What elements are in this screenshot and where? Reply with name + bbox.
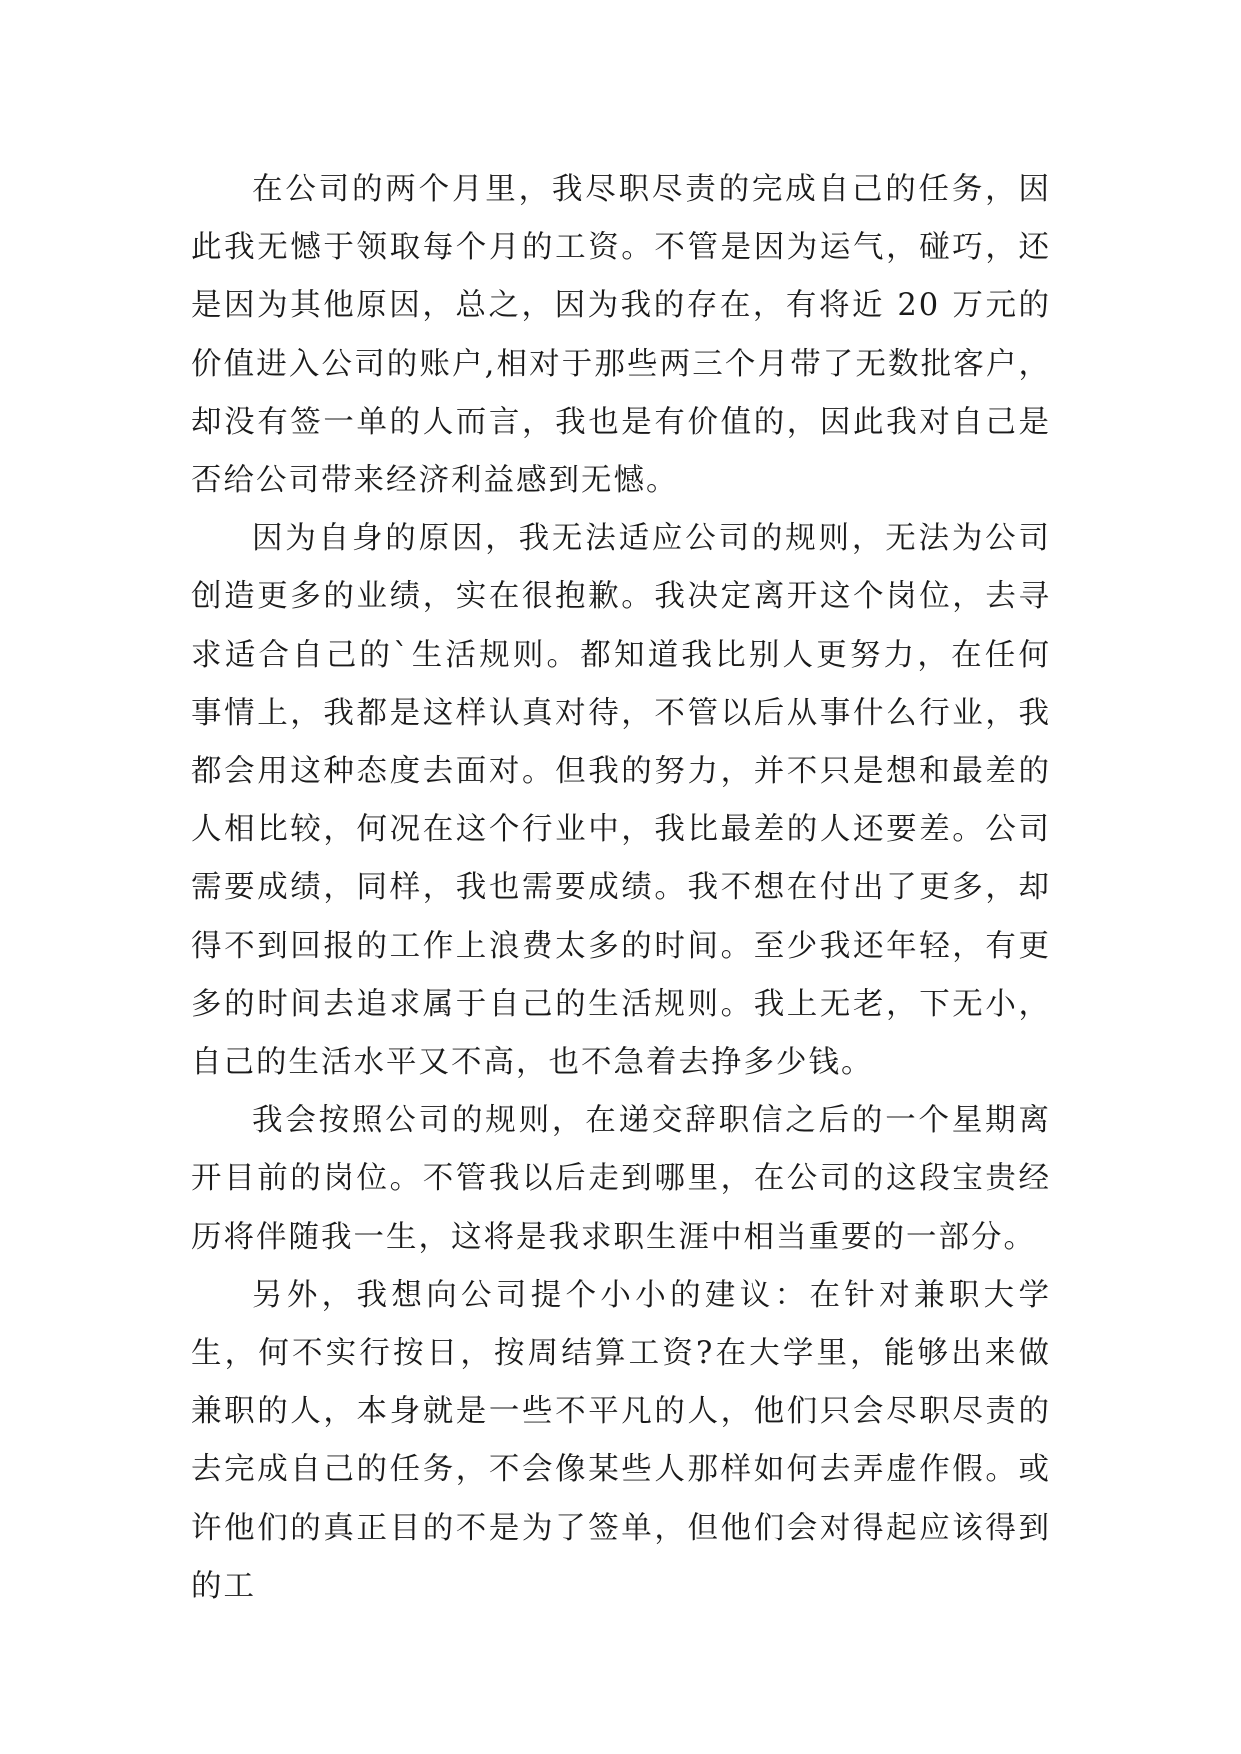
paragraph-2: 因为自身的原因，我无法适应公司的规则，无法为公司创造更多的业绩，实在很抱歉。我决定离开这个岗位，去寻求适合自己的`生活规则。都知道我比别人更努力，在任何事情上，我都是这样认真对待，不管以后从事什么行业，我都会用这种态度去面对。但我的努力，并不只是想和最差的人相比较，何况在这个行业中，我比最差的人还要差。公司需要成绩，同样，我也需要成绩。我不想在付出了更多，却得不到回报的工作上浪费太多的时间。至少我还年轻，有更多的时间去追求属于自己的生活规则。我上无老，下无小，自己的生活水平又不高，也不急着去挣多少钱。 — [191, 521, 1051, 1081]
paragraph-3: 我会按照公司的规则，在递交辞职信之后的一个星期离开目前的岗位。不管我以后走到哪里，在公司的这段宝贵经历将伴随我一生，这将是我求职生涯中相当重要的一部分。 — [191, 1103, 1051, 1255]
document-body — [191, 161, 1051, 1616]
paragraph-1: 在公司的两个月里，我尽职尽责的完成自己的任务，因此我无憾于领取每个月的工资。不管是因为运气，碰巧，还是因为其他原因，总之，因为我的存在，有将近 20 万元的价值进入公司的账户,相对于那些两三个月带了无数批客户，却没有签一单的人而言，我也是有价值的，因此我对自己是否给公司带来经济利益感到无憾。 — [191, 172, 1051, 499]
paragraph-4: 另外，我想向公司提个小小的建议：在针对兼职大学生，何不实行按日，按周结算工资?在大学里，能够出来做兼职的人，本身就是一些不平凡的人，他们只会尽职尽责的去完成自己的任务，不会像某些人那样如何去弄虚作假。或许他们的真正目的不是为了签单，但他们会对得起应该得到的工 — [191, 1277, 1051, 1604]
